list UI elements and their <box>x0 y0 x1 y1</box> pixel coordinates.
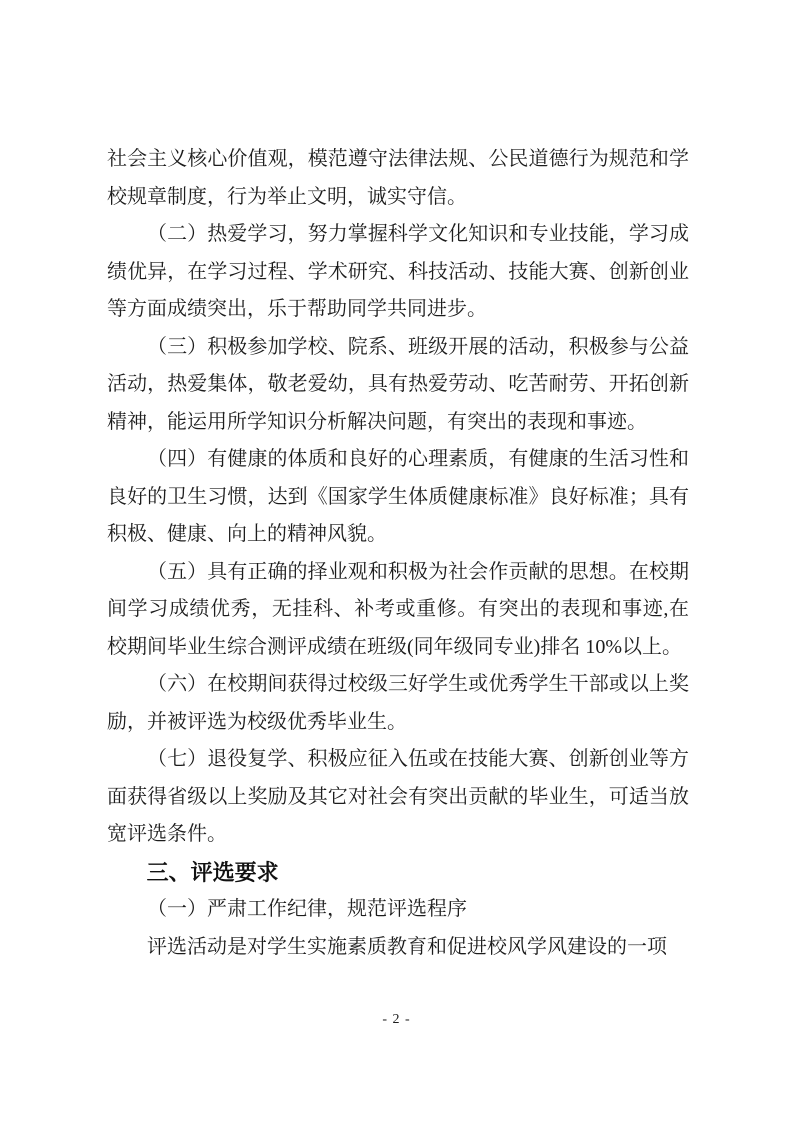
criteria-item-5: （五）具有正确的择业观和积极为社会作贡献的思想。在校期间学习成绩优秀，无挂科、补考或重修。有突出的表现和事迹,在校期间毕业生综合测评成绩在班级(同年级同专业)排名 10%以上。 <box>107 560 689 658</box>
criteria-item-3: （三）积极参加学校、院系、班级开展的活动，积极参与公益活动，热爱集体，敬老爱幼，具有热爱劳动、吃苦耐劳、开拓创新精神，能运用所学知识分析解决问题，有突出的表现和事迹。 <box>107 335 689 433</box>
criteria-item-4: （四）有健康的体质和良好的心理素质，有健康的生活习性和良好的卫生习惯，达到《国家学生体质健康标准》良好标准；具有积极、健康、向上的精神风貌。 <box>107 448 689 545</box>
page-body-text <box>107 141 689 966</box>
section-heading: 三、评选要求 <box>146 859 279 885</box>
sub-heading: （一）严肃工作纪律，规范评选程序 <box>147 898 467 920</box>
criteria-item-2: （二）热爱学习，努力掌握科学文化知识和专业技能，学习成绩优异，在学习过程、学术研究、科技活动、技能大赛、创新创业等方面成绩突出，乐于帮助同学共同进步。 <box>107 223 689 320</box>
criteria-item-6: （六）在校期间获得过校级三好学生或优秀学生干部或以上奖励，并被评选为校级优秀毕业生。 <box>107 673 689 733</box>
criteria-item-7: （七）退役复学、积极应征入伍或在技能大赛、创新创业等方面获得省级以上奖励及其它对社会有突出贡献的毕业生，可适当放宽评选条件。 <box>107 748 689 845</box>
paragraph-body: 评选活动是对学生实施素质教育和促进校风学风建设的一项 <box>147 935 667 958</box>
page-number: - 2 - <box>382 1012 411 1027</box>
paragraph-continuation: 社会主义核心价值观，模范遵守法律法规、公民道德行为规范和学校规章制度，行为举止文明，诚实守信。 <box>107 148 689 208</box>
